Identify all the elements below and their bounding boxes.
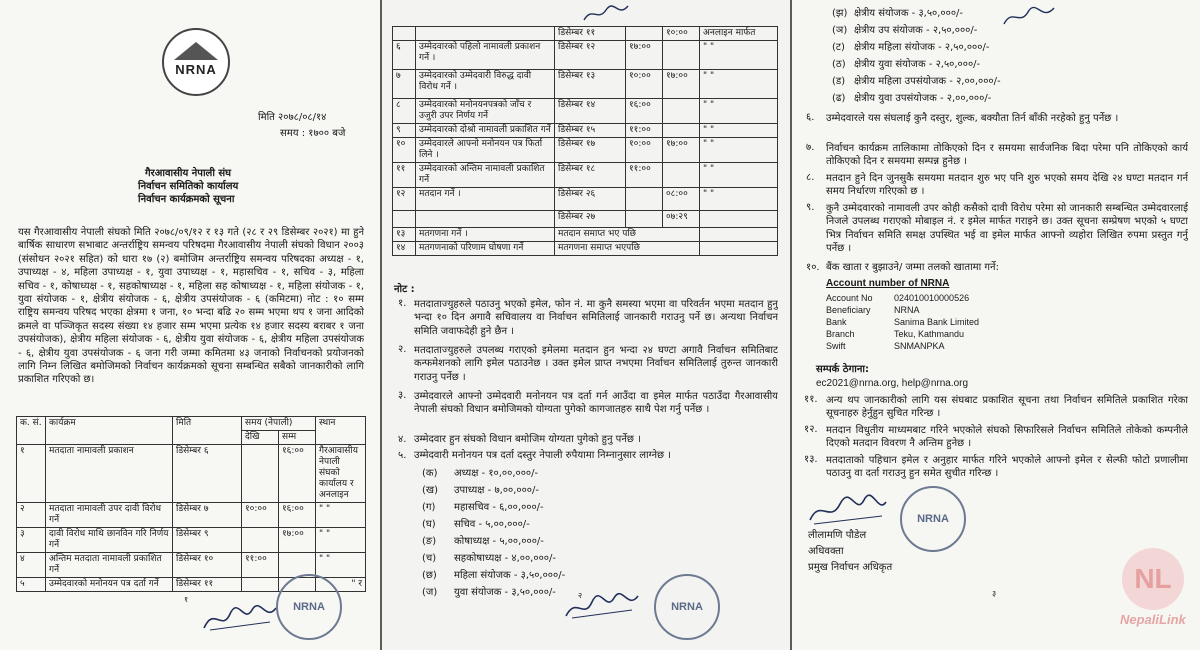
cell-place: " " [700, 138, 778, 163]
cell-place: " " [700, 70, 778, 99]
cell-date: डिसेम्बर २७ [555, 211, 626, 228]
note-number: २. [398, 344, 407, 355]
cell-from: १६:०० [626, 99, 663, 124]
fee-key: (क) [422, 468, 438, 479]
note-text: बैंक खाता र बुझाउने/ जम्मा तलको खातामा गर्ने: [826, 262, 999, 273]
contact-title: सम्पर्क ठेगाना: [816, 364, 869, 375]
account-value: NRNA [894, 305, 920, 315]
signature-3 [806, 492, 890, 528]
cell-from [242, 445, 279, 503]
fee-item: अध्यक्ष - १०,००,०००/- [454, 468, 539, 479]
table-row [393, 228, 778, 242]
cell-program: मतदाता नामावली उपर दावी विरोध गर्ने [46, 503, 173, 528]
cell-place: " " [316, 528, 366, 553]
watermark-text: NepaliLink [1120, 612, 1186, 627]
cell-from: ११:०० [626, 124, 663, 138]
table-row [17, 445, 366, 503]
fee-key: (ञ) [832, 25, 848, 36]
note-number: ४. [398, 434, 407, 445]
note-number: १. [398, 298, 407, 309]
cell-to: १०:०० [663, 27, 700, 41]
fee-item: क्षेत्रीय महिला उपसंयोजक - २,००,०००/- [854, 76, 1001, 87]
th-place: स्थान [316, 417, 366, 445]
table-row [393, 188, 778, 211]
cell-program: अन्तिम मतदाता नामावली प्रकाशित गर्ने [46, 553, 173, 578]
cell-program: उम्मेदवारको पहिलो नामावली प्रकाशन गर्ने । [416, 41, 555, 70]
cell-date: डिसेम्बर ११ [555, 27, 626, 41]
cell-date: डिसेम्बर १५ [555, 124, 626, 138]
cell-sn: १० [393, 138, 416, 163]
cell-to [663, 163, 700, 188]
cell-sn: ३ [17, 528, 46, 553]
note-number: ८. [806, 172, 815, 183]
fee-item: महिला संयोजक - ३,५०,०००/- [454, 570, 566, 581]
cell-to: १६:०० [279, 503, 316, 528]
signer-role: अधिवक्ता [808, 546, 844, 557]
signer-title: प्रमुख निर्वाचन अधिकृत [808, 562, 893, 573]
time-line: समय : १७०० बजे [280, 128, 346, 139]
fee-item: क्षेत्रीय महिला संयोजक - २,५०,०००/- [854, 42, 990, 53]
office-name: निर्वाचन समितिको कार्यालय [138, 181, 239, 192]
cell-to: ०७:२९ [663, 211, 700, 228]
fee-key: (ट) [832, 42, 845, 53]
table-row [17, 503, 366, 528]
fee-key: (च) [422, 553, 437, 564]
account-label: Branch [826, 329, 855, 339]
table-row [393, 242, 778, 256]
document-page-2 [382, 0, 790, 650]
account-label: Bank [826, 317, 847, 327]
cell-date: डिसेम्बर २६ [555, 188, 626, 211]
th-program: कार्यक्रम [46, 417, 173, 445]
cell-place: " " [700, 163, 778, 188]
table-row [17, 528, 366, 553]
cell-date: मतगणना समाप्त भएपछि [555, 242, 700, 256]
cell-from: ११:०० [242, 553, 279, 578]
fee-item: कोषाध्यक्ष - ५,००,०००/- [454, 536, 544, 547]
fee-item: क्षेत्रीय युवा उपसंयोजक - २,००,०००/- [854, 93, 992, 104]
note-text: मतदाताज्युहरुले उपलब्ध गराएको इमेलमा मतदान हुन भन्दा २४ घण्टा अगावै निर्वाचन समितिबाट कन्फमेशनको लागि इमेल पठाउनेछ । उक्त इमेल प्राप्त नभएमा निर्वाचन समितिलाई तुरुन्त जानकारी गराउनु पर्नेछ । [414, 345, 778, 383]
signer-name: लीलामणि पौडेल [808, 530, 867, 541]
note-number: १२. [804, 424, 818, 435]
fee-key: (झ) [832, 8, 848, 19]
account-value: 024010010000526 [894, 293, 970, 303]
cell-from: १०:०० [626, 138, 663, 163]
cell-sn: १२ [393, 188, 416, 211]
cell-date: मतदान समाप्त भए पछि [555, 228, 700, 242]
cell-program: उम्मेदवारको उम्मेदवारी विरुद्ध दावी विरोध गर्ने । [416, 70, 555, 99]
cell-place [700, 211, 778, 228]
th-sn: क. सं. [17, 417, 46, 445]
note-text: मतदान विधुतीय माध्यमबाट गरिने भएकोले संघको सिफारिसले निर्वाचन समितिले तोकेको कम्पनीले दिएको मतदान विवरण नै अन्तिम हुनेछ । [826, 425, 1188, 450]
fee-key: (ङ) [422, 536, 437, 547]
document-page-1 [0, 0, 380, 650]
account-row [826, 292, 983, 304]
mountain-icon [174, 42, 218, 60]
note-text: उम्मेदवार हुन संघको विधान बमोजिम योग्यता पुगेको हुनु पर्नेछ । [414, 434, 641, 445]
note-number: १३. [804, 454, 818, 465]
cell-to: ०८:०० [663, 188, 700, 211]
cell-from: १०:०० [626, 70, 663, 99]
cell-from: १०:०० [242, 503, 279, 528]
cell-place: " र [316, 578, 366, 592]
cell-to [663, 41, 700, 70]
fee-key: (ड) [832, 76, 846, 87]
cell-sn: ९ [393, 124, 416, 138]
note-number: ९. [806, 202, 815, 213]
cell-place: " " [700, 188, 778, 211]
cell-place: " " [316, 553, 366, 578]
fee-item: क्षेत्रीय उप संयोजक - २,५०,०००/- [854, 25, 978, 36]
cell-program: उम्मेदवारको मनोनयन पत्र दर्ता गर्ने [46, 578, 173, 592]
account-row [826, 340, 983, 352]
note-number: १०. [806, 262, 820, 273]
cell-program: उम्मेदवारको दोश्रो नामावली प्रकाशित गर्ने [416, 124, 555, 138]
cell-to: १७:०० [663, 70, 700, 99]
note-number: ११. [804, 394, 818, 405]
cell-sn: ८ [393, 99, 416, 124]
th-from: देखि [242, 431, 279, 445]
cell-date: डिसेम्बर ११ [173, 578, 242, 592]
fee-key: (ठ) [832, 59, 846, 70]
cell-program: उम्मेदवारको मनोनयनपत्रको जाँच र उजुरी उपर निर्णय गर्ने [416, 99, 555, 124]
note-number: ६. [806, 112, 815, 123]
cell-to: १७:०० [663, 138, 700, 163]
fee-key: (ज) [422, 587, 438, 598]
signature-1 [200, 600, 280, 634]
fee-item: युवा संयोजक - ३,५०,०००/- [454, 587, 556, 598]
fee-key: (ढ) [832, 93, 846, 104]
th-time: समय (नेपाली) [242, 417, 316, 431]
cell-from [626, 211, 663, 228]
nrna-stamp-1 [276, 574, 342, 640]
cell-place: " " [700, 124, 778, 138]
cell-date: डिसेम्बर १७ [555, 138, 626, 163]
org-name: गैरआवासीय नेपाली संघ [145, 168, 232, 179]
note-number: ७. [806, 142, 815, 153]
page-number-3: ३ [992, 589, 997, 598]
account-value: Sanima Bank Limited [894, 317, 980, 327]
contact-emails: ec2021@nrna.org, help@nrna.org [816, 378, 969, 389]
stamp-text: NRNA [293, 601, 325, 613]
cell-place: गैरआवासीय नेपाली संघको कार्यालय र अनलाइन [316, 445, 366, 503]
fee-item: महासचिव - ६,००,०००/- [454, 502, 544, 513]
cell-date: डिसेम्बर १४ [555, 99, 626, 124]
account-row [826, 328, 983, 340]
cell-to: १७:०० [279, 528, 316, 553]
cell-sn [393, 211, 416, 228]
note-text: निर्वाचन कार्यक्रम तालिकामा तोकिएको दिन र समयमा सार्वजनिक बिदा परेमा पनि तोकिएको कार्य तोकिएको दिन र समयमा सम्पन्न हुनेछ । [826, 143, 1188, 168]
schedule-table-1 [16, 416, 366, 592]
table-row [393, 163, 778, 188]
table-row [393, 124, 778, 138]
cell-place: " " [316, 503, 366, 528]
table-row [393, 70, 778, 99]
cell-program [416, 211, 555, 228]
nrna-stamp-2 [654, 574, 720, 640]
cell-sn [393, 27, 416, 41]
fee-item: सहकोषाध्यक्ष - ४,००,०००/- [454, 553, 556, 564]
page-number-2: २ [578, 591, 583, 600]
cell-from [626, 27, 663, 41]
table-row [393, 211, 778, 228]
account-details [826, 292, 983, 352]
cell-sn: ७ [393, 70, 416, 99]
cell-date: डिसेम्बर १८ [555, 163, 626, 188]
cell-place: " " [700, 99, 778, 124]
cell-date: डिसेम्बर १० [173, 553, 242, 578]
cell-date: डिसेम्बर १२ [555, 41, 626, 70]
cell-sn: १३ [393, 228, 416, 242]
cell-place [700, 242, 778, 256]
fee-key: (छ) [422, 570, 437, 581]
account-label: Swift [826, 341, 846, 351]
fee-key: (ख) [422, 485, 438, 496]
cell-program: मतगणनाको परिणाम घोषणा गर्ने [416, 242, 555, 256]
account-row [826, 304, 983, 316]
note-title: नोट : [394, 284, 415, 295]
note-text: अन्य थप जानकारीको लागि यस संघबाट प्रकाशित सूचना तथा निर्वाचन समितिले प्रकाशित गरेका सूचनाहरु हेर्नुहुन सुचित गरिन्छ । [826, 395, 1188, 420]
note-text: उम्मेदवारी मनोनयन पत्र दर्ता दस्तुर नेपाली रुपैयामा निम्नानुसार लाग्नेछ । [414, 450, 671, 461]
note-text: मतदाताज्युहरुले पठाउनु भएको इमेल, फोन नं. मा कुनै समस्या भएमा वा परिवर्तन भएमा मतदान हुनु भन्दा १० दिन अगावै सचिवालय वा निर्वाचन समितिलाई जानकारी गराउनु पर्ने छ। अन्यथा निर्वाचन समिति जवाफदेही हुने छैन । [414, 299, 778, 337]
cell-to [663, 124, 700, 138]
cell-sn: ११ [393, 163, 416, 188]
note-text: मतदान हुने दिन जुनसुकै समयमा मतदान शुरु भए पनि शुरु भएको समय देखि २४ घण्टा मतदान गर्न समय निर्धारण गरिएको छ । [826, 173, 1188, 198]
cell-date: डिसेम्बर ९ [173, 528, 242, 553]
fee-item: उपाध्यक्ष - ७,००,०००/- [454, 485, 539, 496]
cell-place: अनलाइन मार्फत [700, 27, 778, 41]
watermark-initials: NL [1134, 563, 1172, 594]
account-value: Teku, Kathmandu [894, 329, 965, 339]
note-number: ५. [398, 450, 407, 461]
cell-sn: ५ [17, 578, 46, 592]
table-row [393, 41, 778, 70]
fee-key: (ग) [422, 502, 436, 513]
account-value: SNMANPKA [894, 341, 945, 351]
nrna-stamp-3 [900, 486, 966, 552]
cell-program: मतगणना गर्ने । [416, 228, 555, 242]
stamp-text: NRNA [917, 513, 949, 525]
note-text: उम्मेदवारले आफ्नो उम्मेदवारी मनोनयन पत्र दर्ता गर्न आउँदा वा इमेल मार्फत पठाउँदा गैरआवासीय नेपाली संघको विधान बमोजिमको योग्यता पुगेको कागजातहरु साथै पेश गर्नु पर्नेछ । [414, 391, 778, 416]
cell-date: डिसेम्बर १३ [555, 70, 626, 99]
fee-key: (घ) [422, 519, 436, 530]
th-date: मिति [173, 417, 242, 445]
cell-from [242, 578, 279, 592]
cell-place [700, 228, 778, 242]
cell-sn: १४ [393, 242, 416, 256]
note-number: ३. [398, 390, 407, 401]
account-label: Account No [826, 293, 873, 303]
cell-program: दावी विरोध माथि छानविन गरि निर्णय गर्ने [46, 528, 173, 553]
note-text: मतदाताको पहिचान इमेल र अनुहार मार्फत गरिने भएकोले आफ्नो इमेल र सेल्फी फोटो प्रणालीमा पठाउनु वा दर्ता गराउनु हुन समेत सुचीत गरिन्छ । [826, 455, 1188, 480]
cell-to: १६:०० [279, 445, 316, 503]
cell-program: मतदाता नामावली प्रकाशन [46, 445, 173, 503]
notice-title: निर्वाचन कार्यक्रमको सूचना [138, 194, 235, 205]
cell-from: ११:०० [626, 163, 663, 188]
cell-sn: १ [17, 445, 46, 503]
fee-item: क्षेत्रीय युवा संयोजक - २,५०,०००/- [854, 59, 981, 70]
cell-sn: ६ [393, 41, 416, 70]
account-row [826, 316, 983, 328]
signature-top-3 [1002, 4, 1058, 28]
cell-program: उम्मेदवारले आफ्नो मनोनयन पत्र फिर्ता लिने । [416, 138, 555, 163]
date-line: मिति २०७८/०८/१४ [258, 112, 327, 123]
notice-paragraph: यस गैरआवासीय नेपाली संघको मिति २०७८/०९/१२ र १३ गते (२८ र २९ डिसेम्बर २०२१) मा हुने बार्षिक साधारण सभाबाट अन्तर्राष्ट्रिय समन्वय परिषदमा गैरआवासीय नेपाली संघको विधान २००३ (संसोधन २०२१ सहित) को धारा १७ (२) बमोजिम अन्तर्राष्ट्रिय समन्वय परिषदका अध्यक्ष - १, उपाध्यक्ष - ४, महिला उपाध्यक्ष - १, युवा उपाध्यक्ष - १, महासचिव - १, सचिव - ३, महिला सचिव - १, कोषाध्यक्ष - १, सहकोषाध्यक्ष - १, महिला सह कोषाध्यक्ष - १, महिला संयोजक - १, युवा संयोजक - १, क्षेत्रीय संयोजक - ६, क्षेत्रीय उपसंयोजक - ६ (कमिटमा) नोट : १० सम्म राष्ट्रिय समन्वय परिषद भएका क्षेत्रमा १ जना, १० भन्दा बढि २० सम्म भएमा थप १ जना आदिको क्रमले वा पञ्जिकृत सदस्य संख्या १४ हजार सम्म भएमा प्रत्येक १४ हजार सदस्य बराबर १ जना उपसंयोजक), क्षेत्रीय महिला संयोजक - ६, क्षेत्रीय युवा संयोजक - ६, क्षेत्रीय महिला उपसंयोजक - ६, क्षेत्रीय युवा उपसंयोजक - ६ जना गरी जम्मा कमितमा ४३ जनाको निर्वाचनको प्रयोजनको लागि निम्न लिखित बमोजिमको निर्वाचन कार्यक्रमको सूचना सम्बन्धित सबैको जानकारीको लागि प्रकाशित गरिएको छ। [18, 227, 364, 386]
note-text: उम्मेदवारले यस संघलाई कुनै दस्तुर, शुल्क, बक्यौता तिर्न बाँकी नरहेको हुनु पर्नेछ । [826, 113, 1119, 124]
cell-to [663, 99, 700, 124]
account-label: Beneficiary [826, 305, 871, 315]
nrna-logo [162, 28, 230, 96]
table-row [393, 99, 778, 124]
document-page-3 [792, 0, 1200, 650]
schedule-table-2 [392, 26, 778, 256]
note-text: कुनै उम्मेदवारको नामावली उपर कोही कसैको दावी विरोध परेमा सो जानकारी सम्बन्धित उम्मेदवारलाई निजले उपलब्ध गराएको मोबाइल नं. र इमेल मार्फत गराइने छ। उक्त सूचना सम्प्रेषण भएको ५ घण्टा भित्र निर्वाचन समिति समक्ष उपस्थित भई वा इमेल मार्फत आफ्नो व्यहोरा लिखित रुपमा प्रस्तुत गर्नु पर्नेछ । [826, 203, 1188, 255]
cell-place: " " [700, 41, 778, 70]
watermark-logo [1122, 548, 1184, 610]
fee-item: सचिव - ५,००,०००/- [454, 519, 530, 530]
cell-date: डिसेम्बर ७ [173, 503, 242, 528]
cell-from [626, 188, 663, 211]
signature-top-2 [582, 2, 632, 24]
page-number-1: १ [184, 595, 189, 604]
cell-sn: २ [17, 503, 46, 528]
fee-item: क्षेत्रीय संयोजक - ३,५०,०००/- [854, 8, 964, 19]
cell-program [416, 27, 555, 41]
table-row [393, 138, 778, 163]
account-title: Account number of NRNA [826, 278, 950, 289]
signature-2 [562, 590, 642, 622]
stamp-text: NRNA [671, 601, 703, 613]
cell-sn: ४ [17, 553, 46, 578]
th-to: सम्म [279, 431, 316, 445]
cell-program: मतदान गर्ने । [416, 188, 555, 211]
table-row [393, 27, 778, 41]
logo-text: NRNA [175, 61, 217, 77]
cell-program: उम्मेदवारको अन्तिम नामावली प्रकाशित गर्ने [416, 163, 555, 188]
cell-from [242, 528, 279, 553]
cell-date: डिसेम्बर ६ [173, 445, 242, 503]
cell-from: १७:०० [626, 41, 663, 70]
